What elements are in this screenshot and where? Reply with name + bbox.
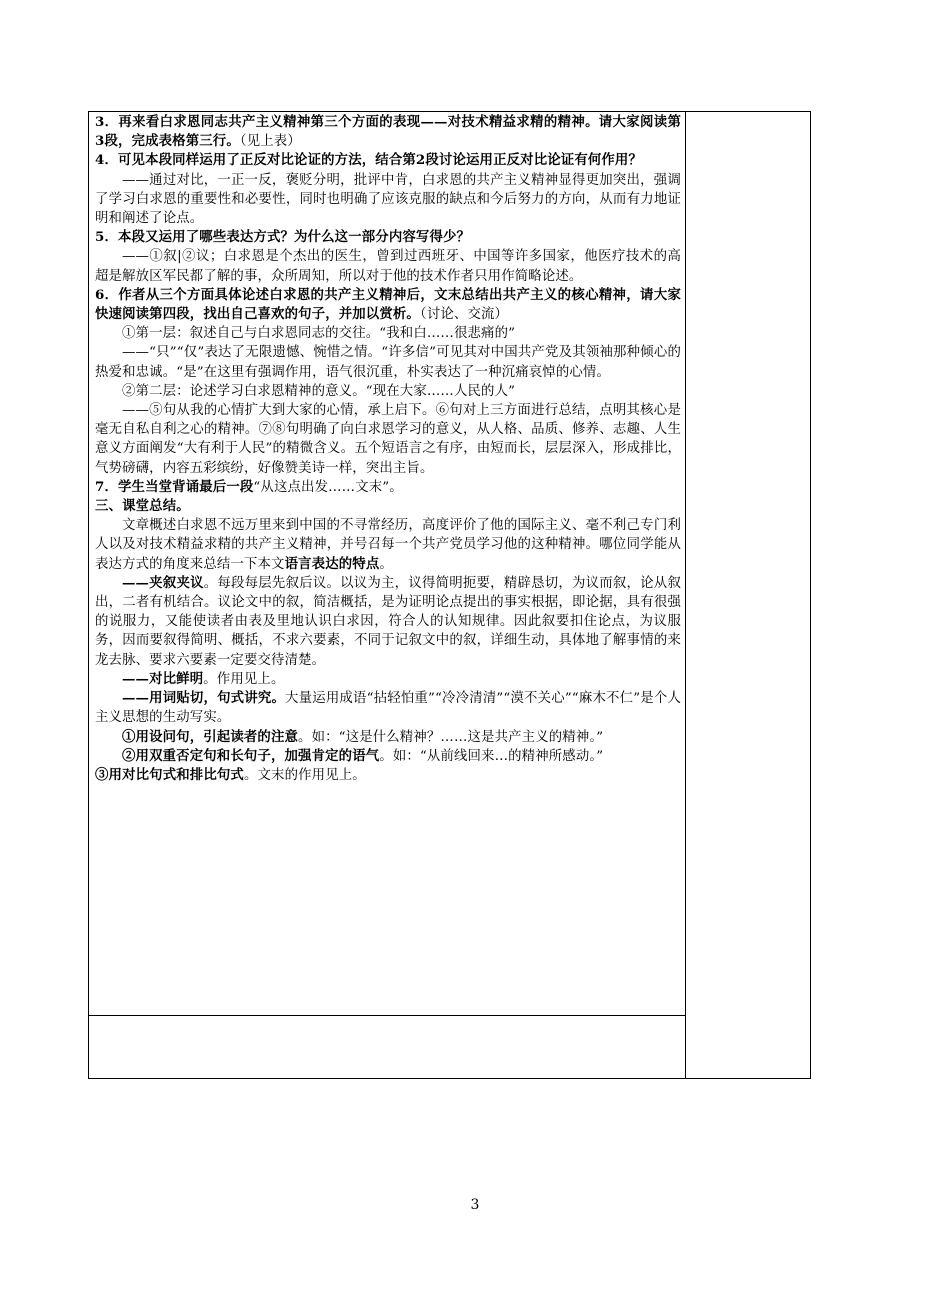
answer-paragraph: ②第二层：论述学习白求恩精神的意义。“现在大家……人民的人” [122, 383, 516, 399]
question-text: 三、课堂总结。 [95, 498, 190, 515]
question-text: 7．学生当堂背诵最后一段 [95, 478, 254, 495]
summary-paragraph [95, 516, 681, 574]
text-run: 。如：“这是什么精神？……这是共产主义的精神。” [298, 729, 604, 745]
notes-column [686, 112, 811, 1079]
empty-reflection-cell [89, 1016, 686, 1079]
lesson-table [88, 111, 811, 1079]
text-run: 大量运用成语“拈轻怕重”“冷冷清清”“漠不关心”“麻木不仁”是个人主义思想的生动写实。 [95, 691, 681, 726]
question-text: 3．再来看白求恩同志共产主义精神第三个方面的表现——对技术精益求精的精神。请大家阅读第3段，完成表格第三行。 [95, 114, 681, 150]
answer-paragraph: ——“只”“仅”表达了无限遗憾、惋惜之情。“许多信”可见其对中国共产党及其领袖那种倾心的热爱和忠诚。“是”在这里有强调作用，语气很沉重，朴实表达了一种沉痛哀悼的心情。 [95, 345, 681, 380]
bold-phrase: 语言表达的特点 [284, 555, 380, 572]
question-text: 5．本段又运用了哪些表达方式？为什么这一部分内容写得少？ [95, 229, 471, 246]
text-run: 。 [379, 556, 393, 572]
bold-phrase: ——对比鲜明 [122, 670, 204, 687]
bold-phrase: ——夹叙夹议 [122, 574, 204, 591]
question-heading [95, 478, 681, 497]
summary-paragraph [95, 689, 681, 727]
answer-paragraph: ——⑤句从我的心情扩大到大家的心情，承上启下。⑥句对上三方面进行总结，点明其核心是毫无自私自利之心的精神。⑦⑧句明确了向白求恩学习的意义，从人格、品质、修养、志趣、人生意义方面阐发“大有利于人民”的精微含义。五个短语言之有序，由短而长，层层深入，形成排比，气势磅礴，内容五彩缤纷，好像赞美诗一样，突出主旨。 [95, 403, 681, 476]
question-heading [95, 286, 681, 324]
bold-phrase: ①用设问句，引起读者的注意 [122, 728, 299, 745]
question-heading [95, 151, 681, 170]
text-run: 文章概述白求恩不远万里来到中国的不寻常经历，高度评价了他的国际主义、毫不利己专门利人以及对技术精益求精的共产主义精神，并号召每一个共产党员学习他的这种精神。哪位同学能从表达方式的角度来总结一下本文 [95, 518, 681, 572]
question-note: （见上表） [239, 134, 301, 150]
bold-phrase: ——用词贴切，句式讲究。 [122, 690, 286, 707]
summary-paragraph [95, 766, 681, 785]
summary-paragraph [95, 728, 681, 747]
lesson-content-cell [89, 112, 686, 1016]
answer-paragraph: ——①叙|②议；白求恩是个杰出的医生，曾到过西班牙、中国等许多国家，他医疗技术的高超是解放区军民都了解的事，众所周知，所以对于他的技术作者只用作简略论述。 [95, 249, 681, 284]
text-run: 。如：“从前线回来…的精神所感动。” [379, 748, 604, 764]
text-run: 。作用见上。 [203, 671, 285, 687]
question-text: 4．可见本段同样运用了正反对比论证的方法，结合第2段讨论运用正反对比论证有何作用？ [95, 152, 643, 169]
bold-phrase: ②用双重否定句和长句子，加强肯定的语气 [122, 747, 380, 764]
text-run: 。文末的作用见上。 [243, 767, 366, 783]
answer-paragraph: ①第一层：叙述自己与白求恩同志的交往。“我和白……很悲痛的” [122, 326, 516, 342]
question-text: 6．作者从三个方面具体论述白求恩的共产主义精神后，文末总结出共产主义的核心精神，请大家快速阅读第四段，找出自己喜欢的句子，并加以赏析。 [95, 286, 681, 323]
summary-paragraph [95, 670, 681, 689]
summary-paragraph [95, 747, 681, 766]
bold-phrase: ③用对比句式和排比句式 [95, 766, 244, 783]
question-heading [95, 228, 681, 247]
page-number: 3 [470, 1197, 480, 1213]
question-note: “从这点出发……文末”。 [253, 479, 403, 495]
summary-paragraph [95, 574, 681, 670]
question-heading [95, 113, 681, 151]
text-run: 。每段每层先叙后议。以议为主，议得简明扼要，精辟恳切，为议而叙，论从叙出，二者有机结合。议论文中的叙，简洁概括，是为证明论点提出的事实根据，即论据，具有很强的说服力，又能使读者由表及里地认识白求因，符合人的认知规律。因此叙要扣住论点，为议服务，因而要叙得简明、概括，不求六要素，不同于记叙文中的叙，详细生动，具体地了解事情的来龙去脉、要求六要素一定要交待清楚。 [95, 575, 681, 668]
question-note: （讨论、交流） [419, 307, 509, 323]
answer-paragraph: ——通过对比，一正一反，褒贬分明，批评中肯，白求恩的共产主义精神显得更加突出，强调了学习白求恩的重要性和必要性，同时也明确了应该克服的缺点和今后努力的方向，从而有力地证明和阐述了论点。 [95, 172, 681, 227]
lesson-content [89, 112, 685, 787]
question-heading [95, 497, 681, 516]
